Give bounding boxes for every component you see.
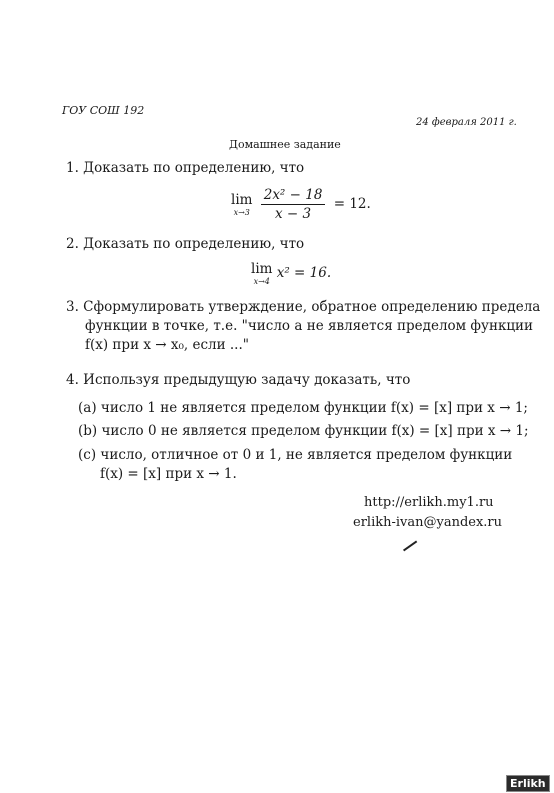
problem-1-formula	[231, 186, 371, 223]
problem-3-line: 3. Сформулировать утверждение, обратное определению предела	[66, 299, 541, 315]
problem-3	[66, 298, 540, 355]
contact-url: http://erlikh.my1.ru	[364, 495, 494, 510]
page-title: Домашнее задание	[229, 138, 341, 151]
fraction	[261, 186, 326, 223]
problem-4-item-b	[78, 423, 529, 439]
problem-1-text: 1. Доказать по определению, что	[66, 160, 305, 176]
limit-label: lim	[251, 261, 273, 277]
item-text-continued: f(x) = [x] при x → 1.	[100, 466, 237, 482]
problem-2-formula	[251, 261, 331, 286]
watermark-logo: Erlikh	[506, 775, 550, 792]
limit-label: lim	[231, 192, 253, 208]
date: 24 февраля 2011 г.	[416, 117, 517, 128]
fraction-denominator: x − 3	[275, 206, 312, 222]
limit-operator	[251, 261, 272, 286]
problem-4-item-a	[78, 400, 528, 416]
limit-subscript: x→3	[233, 208, 250, 217]
formula-expression: x² = 16.	[276, 265, 332, 281]
problem-4-item-c	[78, 446, 512, 484]
item-label: (a)	[78, 400, 97, 416]
item-text: число, отличное от 0 и 1, не является пределом функции	[100, 447, 513, 463]
problem-2-text: 2. Доказать по определению, что	[66, 236, 305, 252]
school-name: ГОУ СОШ 192	[62, 104, 145, 117]
item-text: число 1 не является пределом функции f(x) = [x] при x → 1;	[100, 400, 528, 416]
item-label: (c)	[78, 447, 97, 463]
item-text: число 0 не является пределом функции f(x) = [x] при x → 1;	[101, 423, 529, 439]
fraction-numerator: 2x² − 18	[261, 186, 326, 205]
contact-email: erlikh-ivan@yandex.ru	[353, 515, 503, 530]
formula-result: = 12.	[333, 196, 371, 212]
problem-3-line: f(x) при x → x₀, если ..."	[85, 337, 249, 353]
limit-operator	[231, 192, 252, 217]
item-label: (b)	[78, 423, 98, 439]
limit-subscript: x→4	[253, 277, 270, 286]
problem-4-text: 4. Используя предыдущую задачу доказать, что	[66, 372, 411, 388]
pen-mark-icon	[403, 541, 417, 551]
problem-3-line: функции в точке, т.е. "число a не является пределом функции	[85, 318, 534, 334]
